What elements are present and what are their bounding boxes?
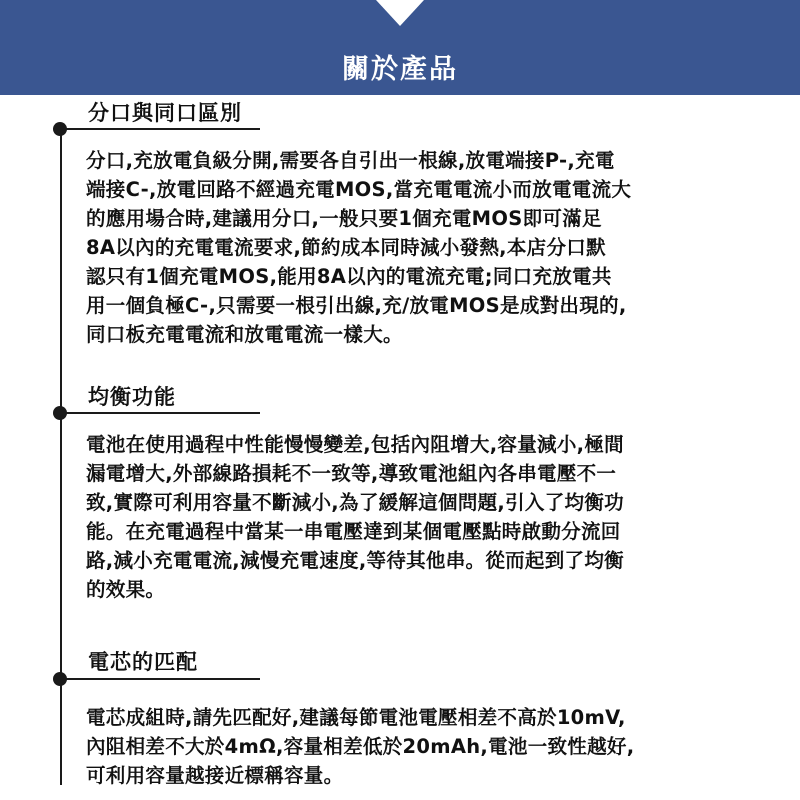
body-line: 的應用場合時,建議用分口,一般只要1個充電MOS即可滿足 xyxy=(86,207,602,230)
body-line: 可利用容量越接近標稱容量。 xyxy=(86,764,344,787)
section-heading: 分口與同口區別 xyxy=(88,98,246,128)
body-line: 的效果。 xyxy=(86,578,166,601)
section-body xyxy=(86,703,726,790)
body-line: 漏電增大,外部線路損耗不一致等,導致電池組內各串電壓不一 xyxy=(86,462,617,485)
body-line: 用一個負極C-,只需要一根引出線,充/放電MOS是成對出現的, xyxy=(86,294,627,317)
heading-rule xyxy=(60,128,260,130)
body-line: 同口板充電電流和放電電流一樣大。 xyxy=(86,323,403,346)
section-body xyxy=(86,146,726,349)
body-line: 致,實際可利用容量不斷減小,為了緩解這個問題,引入了均衡功 xyxy=(86,491,624,514)
body-line: 分口,充放電負級分開,需要各自引出一根線,放電端接P-,充電 xyxy=(86,149,615,172)
bullet-dot xyxy=(53,122,67,136)
body-line: 8A以內的充電電流要求,節約成本同時減小發熱,本店分口默 xyxy=(86,236,606,259)
bullet-dot xyxy=(53,406,67,420)
section-heading: 電芯的匹配 xyxy=(88,647,202,677)
header-banner xyxy=(0,0,800,95)
section-heading: 均衡功能 xyxy=(88,382,180,412)
section-body xyxy=(86,430,726,604)
body-line: 端接C-,放電回路不經過充電MOS,當充電電流小而放電電流大 xyxy=(86,178,632,201)
timeline-rail xyxy=(60,135,62,785)
heading-rule xyxy=(60,678,260,680)
heading-rule xyxy=(60,412,260,414)
body-line: 電芯成組時,請先匹配好,建議每節電池電壓相差不高於10mV, xyxy=(86,706,626,729)
bullet-dot xyxy=(53,672,67,686)
body-line: 路,減小充電電流,減慢充電速度,等待其他串。從而起到了均衡 xyxy=(86,549,624,572)
body-line: 電池在使用過程中性能慢慢變差,包括內阻增大,容量減小,極間 xyxy=(86,433,624,456)
body-line: 能。在充電過程中當某一串電壓達到某個電壓點時啟動分流回 xyxy=(86,520,621,543)
page-title: 關於產品 xyxy=(342,54,458,85)
body-line: 認只有1個充電MOS,能用8A以內的電流充電;同口充放電共 xyxy=(86,265,612,288)
banner-notch xyxy=(376,0,424,26)
body-line: 內阻相差不大於4mΩ,容量相差低於20mAh,電池一致性越好, xyxy=(86,735,635,758)
